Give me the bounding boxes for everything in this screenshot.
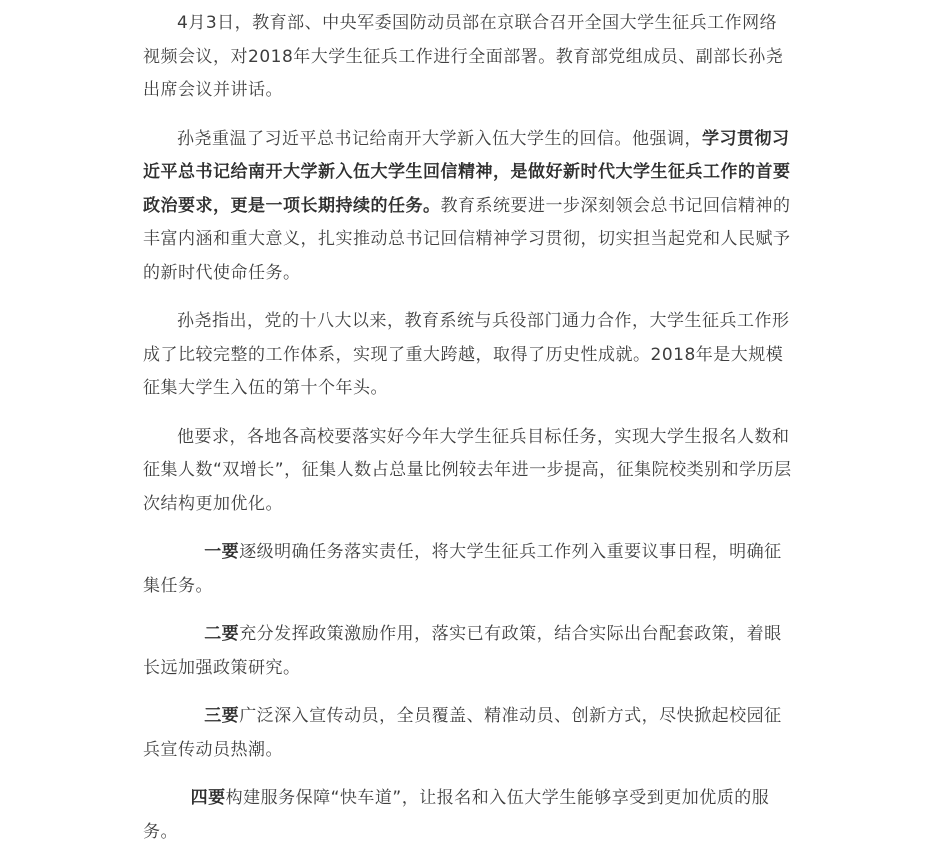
- text-segment: 构建服务保障“快车道”，让报名和入伍大学生能够享受到更加优质的服务。: [143, 788, 770, 842]
- text-segment: 孙尧指出，党的十八大以来，教育系统与兵役部门通力合作，大学生征兵工作形成了比较完整的工作体系，实现了重大跨越，取得了历史性成就。2018年是大规模征集大学生入伍的第十个年头。: [143, 311, 790, 398]
- bold-text-segment: 学习贯彻习近平总书记给南开大学新入伍大学生回信精神，是做好新时代大学生征兵工作的首要政治要求，更是一项长期持续的任务。: [143, 128, 791, 216]
- text-segment: 4月3日，教育部、中央军委国防动员部在京联合召开全国大学生征兵工作网络视频会议，对2018年大学生征兵工作进行全面部署。教育部党组成员、副部长孙尧出席会议并讲话。: [143, 13, 784, 100]
- bold-text-segment: 一要: [204, 542, 240, 562]
- text-segment: 他要求，各地各高校要落实好今年大学生征兵目标任务，实现大学生报名人数和征集人数“双增长”，征集人数占总量比例较去年进一步提高，征集院校类别和学历层次结构更加优化。: [143, 426, 792, 514]
- paragraph: [143, 618, 793, 685]
- paragraph: [143, 123, 793, 291]
- bold-text-segment: 三要: [204, 706, 240, 726]
- text-segment: 广泛深入宣传动员，全员覆盖、精准动员、创新方式，尽快掀起校园征兵宣传动员热潮。: [143, 706, 782, 760]
- text-segment: 充分发挥政策激励作用，落实已有政策，结合实际出台配套政策，着眼长远加强政策研究。: [143, 624, 782, 678]
- paragraph: [143, 7, 793, 108]
- text-segment: 教育系统要进一步深刻领会总书记回信精神的丰富内涵和重大意义，扎实推动总书记回信精神学习贯彻，切实担当起党和人民赋予的新时代使命任务。: [143, 195, 791, 283]
- paragraph: [143, 421, 793, 522]
- paragraph: [143, 700, 793, 767]
- paragraph: [143, 782, 793, 849]
- text-segment: 孙尧重温了习近平总书记给南开大学新入伍大学生的回信。他强调，: [177, 128, 702, 149]
- paragraph: [143, 536, 793, 603]
- bold-text-segment: 四要: [190, 788, 226, 808]
- bold-text-segment: 二要: [204, 624, 240, 644]
- text-segment: 逐级明确任务落实责任，将大学生征兵工作列入重要议事日程，明确征集任务。: [143, 542, 782, 596]
- paragraph: [143, 305, 793, 406]
- article-body: [143, 7, 793, 849]
